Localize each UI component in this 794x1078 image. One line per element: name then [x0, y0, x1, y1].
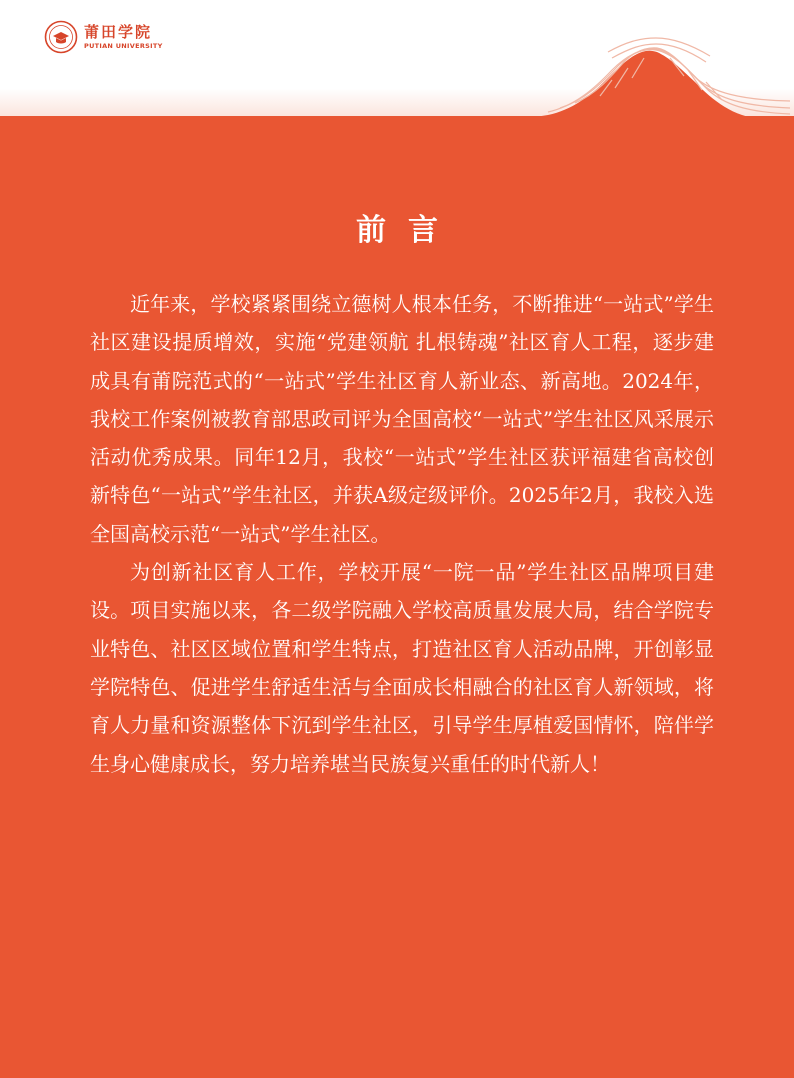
university-seal-icon	[44, 20, 78, 54]
preface-body	[90, 285, 714, 783]
university-logo	[44, 20, 163, 54]
page-title: 前言	[356, 213, 460, 248]
logo-english-name: PUTIAN UNIVERSITY	[84, 41, 163, 50]
logo-chinese-name: 莆田学院	[84, 22, 153, 41]
paragraph-2: 为创新社区育人工作，学校开展“一院一品”学生社区品牌项目建设。项目实施以来，各二级学院融入学校高质量发展大局，结合学院专业特色、社区区域位置和学生特点，打造社区育人活动品牌，开创彰显学院特色、促进学生舒适生活与全面成长相融合的社区育人新领域，将育人力量和资源整体下沉到学生社区，引导学生厚植爱国情怀，陪伴学生身心健康成长，努力培养堪当民族复兴重任的时代新人！	[90, 560, 714, 776]
paragraph-1: 近年来，学校紧紧围绕立德树人根本任务，不断推进“一站式”学生社区建设提质增效，实施“党建领航 扎根铸魂”社区育人工程，逐步建成具有莆院范式的“一站式”学生社区育人新业态、新高地。2024年，我校工作案例被教育部思政司评为全国高校“一站式”学生社区风采展示活动优秀成果。同年12月，我校“一站式”学生社区获评福建省高校创新特色“一站式”学生社区，并获A级定级评价。2025年2月，我校入选全国高校示范“一站式”学生社区。	[90, 292, 714, 546]
